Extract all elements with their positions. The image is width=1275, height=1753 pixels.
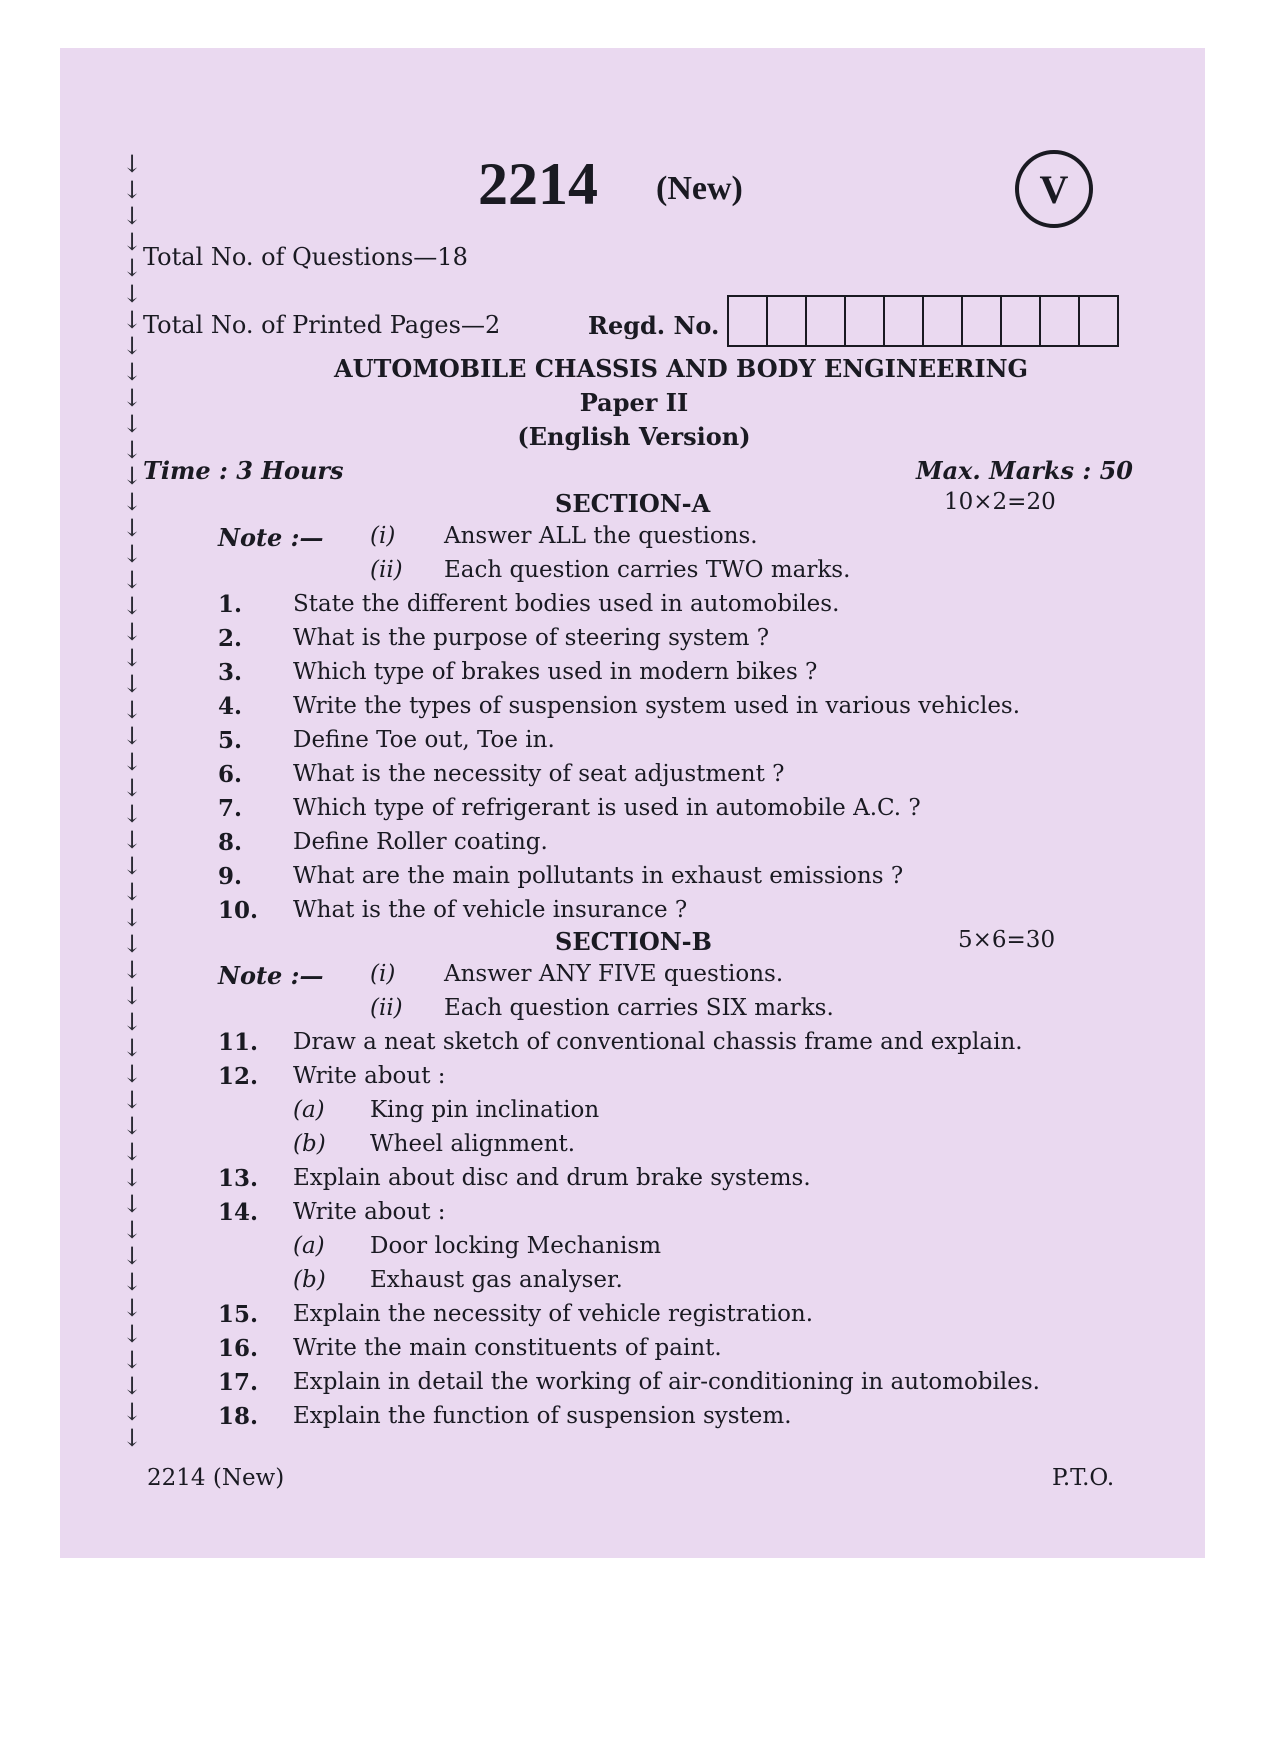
question-text: What is the of vehicle insurance ? — [293, 897, 688, 923]
margin-arrow-icon: ↓ — [122, 176, 143, 204]
total-questions: Total No. of Questions—18 — [143, 243, 468, 271]
margin-arrow-icon: ↓ — [122, 800, 143, 828]
margin-arrow-icon: ↓ — [122, 956, 143, 984]
margin-arrow-icon: ↓ — [122, 1008, 143, 1036]
margin-arrow-icon: ↓ — [122, 384, 143, 412]
question-number: 8. — [218, 829, 243, 856]
question-text: Which type of refrigerant is used in automobile A.C. ? — [293, 795, 921, 821]
regd-number-cell[interactable] — [1080, 297, 1117, 345]
question-text: What is the purpose of steering system ? — [293, 625, 770, 651]
margin-arrow-icon: ↓ — [122, 1060, 143, 1088]
question-text: Write the types of suspension system used in various vehicles. — [293, 693, 1021, 719]
section-b-title: SECTION-B — [555, 927, 712, 956]
margin-arrow-icon: ↓ — [122, 696, 143, 724]
footer-paper-code: 2214 (New) — [147, 1465, 285, 1491]
margin-arrow-icon: ↓ — [122, 228, 143, 256]
margin-arrow-icon: ↓ — [122, 592, 143, 620]
margin-arrow-icon: ↓ — [122, 930, 143, 958]
regd-number-boxes[interactable] — [727, 295, 1119, 347]
margin-arrow-icon: ↓ — [122, 1424, 143, 1452]
question-text: Explain the necessity of vehicle registration. — [293, 1301, 814, 1327]
question-number: 18. — [218, 1403, 259, 1430]
section-b-note-num: (i) — [370, 961, 396, 987]
question-text: Which type of brakes used in modern bikes ? — [293, 659, 818, 685]
question-text: Draw a neat sketch of conventional chassis frame and explain. — [293, 1029, 1023, 1055]
section-b-note-text: Each question carries SIX marks. — [444, 995, 834, 1021]
margin-arrow-icon: ↓ — [122, 332, 143, 360]
version-badge — [1015, 150, 1093, 228]
question-number: 3. — [218, 659, 243, 686]
time-allowed: Time : 3 Hours — [143, 456, 344, 485]
question-number: 15. — [218, 1301, 259, 1328]
margin-arrow-icon: ↓ — [122, 826, 143, 854]
regd-number-cell[interactable] — [846, 297, 885, 345]
section-a-note-text: Each question carries TWO marks. — [444, 557, 851, 583]
section-a-note-num: (ii) — [370, 557, 403, 583]
margin-arrow-icon: ↓ — [122, 254, 143, 282]
margin-arrow-icon: ↓ — [122, 878, 143, 906]
regd-number-cell[interactable] — [924, 297, 963, 345]
section-a-title: SECTION-A — [555, 489, 711, 518]
margin-arrow-icon: ↓ — [122, 618, 143, 646]
regd-number-cell[interactable] — [807, 297, 846, 345]
sub-question-label: (b) — [293, 1131, 326, 1157]
regd-number-cell[interactable] — [1002, 297, 1041, 345]
section-a-note-text: Answer ALL the questions. — [444, 523, 758, 549]
footer-pto: P.T.O. — [1052, 1465, 1115, 1491]
margin-arrow-icon: ↓ — [122, 566, 143, 594]
question-number: 4. — [218, 693, 243, 720]
question-number: 12. — [218, 1063, 259, 1090]
question-text: What is the necessity of seat adjustment ? — [293, 761, 785, 787]
paper-version: (English Version) — [517, 422, 751, 451]
margin-arrow-icon: ↓ — [122, 1268, 143, 1296]
sub-question-text: Door locking Mechanism — [370, 1233, 662, 1259]
margin-arrow-icon: ↓ — [122, 514, 143, 542]
margin-arrow-icon: ↓ — [122, 1034, 143, 1062]
regd-number-cell[interactable] — [885, 297, 924, 345]
margin-arrow-icon: ↓ — [122, 852, 143, 880]
question-text: Write the main constituents of paint. — [293, 1335, 722, 1361]
version-badge-letter: V — [1039, 166, 1069, 212]
margin-arrow-icon: ↓ — [122, 1112, 143, 1140]
margin-arrow-icon: ↓ — [122, 670, 143, 698]
margin-arrow-icon: ↓ — [122, 488, 143, 516]
question-text: Explain about disc and drum brake systems. — [293, 1165, 811, 1191]
sub-question-text: Exhaust gas analyser. — [370, 1267, 623, 1293]
paper-code-suffix: (New) — [656, 170, 743, 207]
question-text: What are the main pollutants in exhaust emissions ? — [293, 863, 904, 889]
regd-number-cell[interactable] — [729, 297, 768, 345]
paper-code: 2214 — [478, 151, 598, 217]
question-number: 10. — [218, 897, 259, 924]
sub-question-text: King pin inclination — [370, 1097, 600, 1123]
section-b-note-label: Note :— — [218, 961, 324, 990]
question-number: 17. — [218, 1369, 259, 1396]
margin-arrow-icon: ↓ — [122, 202, 143, 230]
regd-label: Regd. No. — [588, 311, 720, 340]
margin-arrow-icon: ↓ — [122, 722, 143, 750]
regd-number-cell[interactable] — [1041, 297, 1080, 345]
question-text: Write about : — [293, 1063, 446, 1089]
paper-title: AUTOMOBILE CHASSIS AND BODY ENGINEERING — [334, 354, 1029, 383]
margin-arrow-icon: ↓ — [122, 1320, 143, 1348]
question-text: Explain in detail the working of air-conditioning in automobiles. — [293, 1369, 1040, 1395]
section-a-marks: 10×2=20 — [944, 489, 1056, 515]
margin-arrow-icon: ↓ — [122, 150, 143, 178]
margin-arrow-icon: ↓ — [122, 358, 143, 386]
question-text: Write about : — [293, 1199, 446, 1225]
section-b-note-text: Answer ANY FIVE questions. — [444, 961, 784, 987]
margin-arrow-icon: ↓ — [122, 904, 143, 932]
margin-arrow-icon: ↓ — [122, 1138, 143, 1166]
margin-arrow-icon: ↓ — [122, 280, 143, 308]
sub-question-label: (a) — [293, 1097, 325, 1123]
margin-arrow-icon: ↓ — [122, 410, 143, 438]
question-number: 5. — [218, 727, 243, 754]
question-number: 11. — [218, 1029, 259, 1056]
margin-arrow-icon: ↓ — [122, 1242, 143, 1270]
question-text: Define Roller coating. — [293, 829, 548, 855]
max-marks: Max. Marks : 50 — [916, 456, 1134, 485]
margin-arrow-icon: ↓ — [122, 1372, 143, 1400]
section-a-note-label: Note :— — [218, 523, 324, 552]
question-number: 13. — [218, 1165, 259, 1192]
sub-question-label: (a) — [293, 1233, 325, 1259]
regd-number-cell[interactable] — [768, 297, 807, 345]
question-number: 7. — [218, 795, 243, 822]
margin-arrow-icon: ↓ — [122, 982, 143, 1010]
margin-arrow-icon: ↓ — [122, 1164, 143, 1192]
sub-question-text: Wheel alignment. — [370, 1131, 576, 1157]
question-text: State the different bodies used in automobiles. — [293, 591, 840, 617]
question-number: 14. — [218, 1199, 259, 1226]
question-text: Explain the function of suspension system. — [293, 1403, 792, 1429]
question-number: 16. — [218, 1335, 259, 1362]
margin-arrow-icon: ↓ — [122, 306, 143, 334]
margin-arrow-icon: ↓ — [122, 1086, 143, 1114]
margin-arrow-icon: ↓ — [122, 774, 143, 802]
regd-number-cell[interactable] — [963, 297, 1002, 345]
section-a-note-num: (i) — [370, 523, 396, 549]
margin-arrow-icon: ↓ — [122, 748, 143, 776]
paper-number: Paper II — [579, 388, 689, 417]
margin-arrow-icon: ↓ — [122, 1346, 143, 1374]
total-pages: Total No. of Printed Pages—2 — [143, 311, 501, 339]
margin-arrow-icon: ↓ — [122, 462, 143, 490]
margin-arrow-icon: ↓ — [122, 644, 143, 672]
margin-arrow-icon: ↓ — [122, 1190, 143, 1218]
question-text: Define Toe out, Toe in. — [293, 727, 555, 753]
question-number: 6. — [218, 761, 243, 788]
question-number: 2. — [218, 625, 243, 652]
margin-arrow-icon: ↓ — [122, 436, 143, 464]
question-number: 1. — [218, 591, 243, 618]
section-b-note-num: (ii) — [370, 995, 403, 1021]
question-number: 9. — [218, 863, 243, 890]
section-b-marks: 5×6=30 — [958, 927, 1056, 953]
margin-arrow-icon: ↓ — [122, 1294, 143, 1322]
margin-arrow-icon: ↓ — [122, 1216, 143, 1244]
sub-question-label: (b) — [293, 1267, 326, 1293]
margin-arrow-icon: ↓ — [122, 1398, 143, 1426]
margin-arrow-icon: ↓ — [122, 540, 143, 568]
